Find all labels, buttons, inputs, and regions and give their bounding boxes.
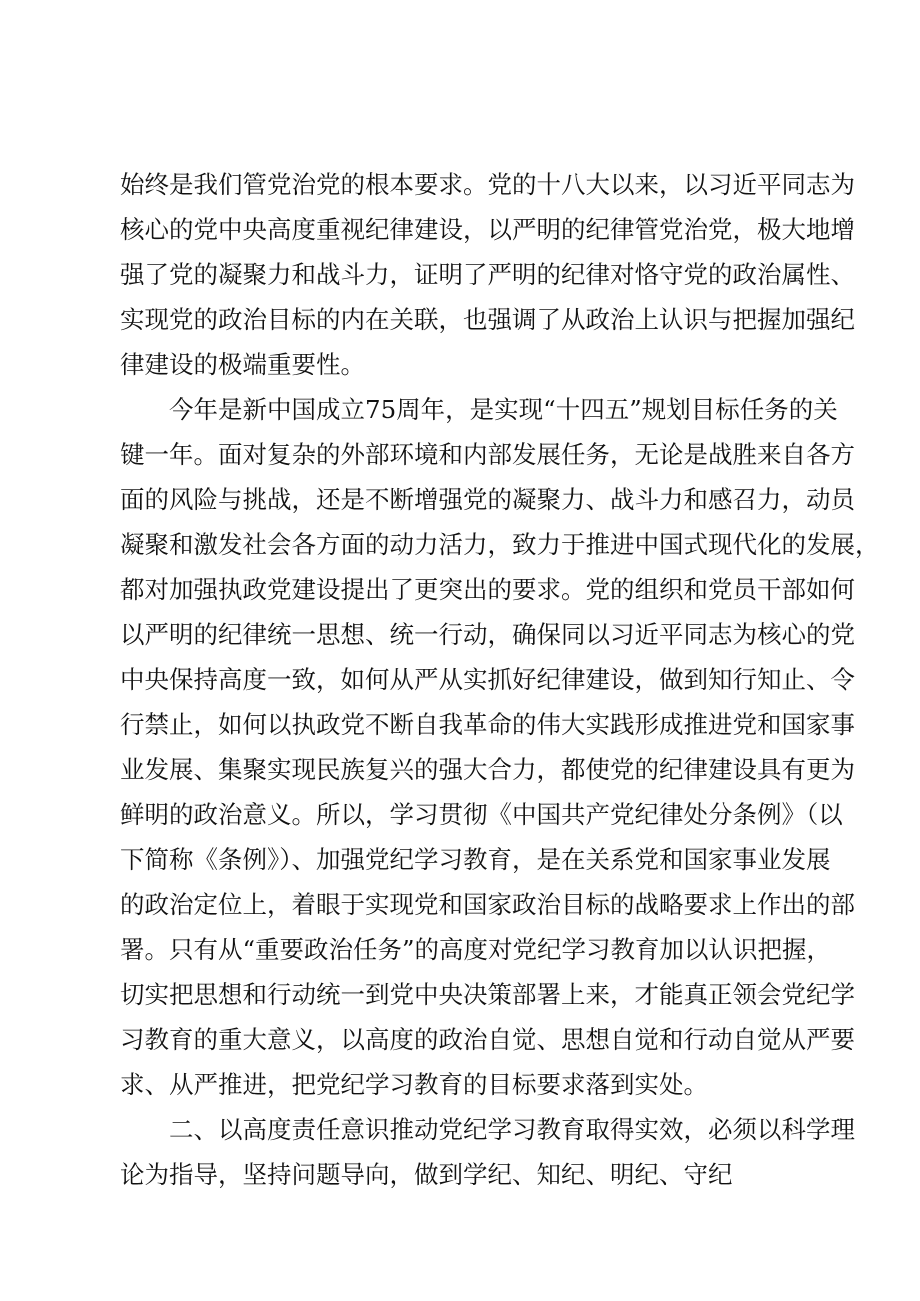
text-line: 下简称《条例》）、加强党纪学习教育，是在关系党和国家事业发展 (120, 845, 831, 874)
text-line: 凝聚和激发社会各方面的动力活力，致力于推进中国式现代化的发展， (120, 530, 880, 559)
text-line: 署。只有从“重要政治任务”的高度对党纪学习教育加以认识把握， (120, 935, 832, 964)
text-line: 今年是新中国成立75周年，是实现“十四五”规划目标任务的关 (120, 395, 838, 424)
paragraph-2 (120, 387, 880, 1107)
text-line: 律建设的极端重要性。 (120, 350, 365, 379)
text-line: 业发展、集聚实现民族复兴的强大合力，都使党的纪律建设具有更为 (120, 755, 855, 784)
text-line: 中央保持高度一致，如何从严从实抓好纪律建设，做到知行知止、令 (120, 665, 855, 694)
text-line: 切实把思想和行动统一到党中央决策部署上来，才能真正领会党纪学 (120, 980, 855, 1009)
text-line: 强了党的凝聚力和战斗力，证明了严明的纪律对恪守党的政治属性、 (120, 260, 855, 289)
text-line: 论为指导，坚持问题导向，做到学纪、知纪、明纪、守纪 (120, 1160, 733, 1189)
text-line: 键一年。面对复杂的外部环境和内部发展任务，无论是战胜来自各方 (120, 440, 855, 469)
text-line: 的政治定位上，着眼于实现党和国家政治目标的战略要求上作出的部 (120, 890, 855, 919)
paragraph-1 (120, 162, 855, 387)
text-line: 核心的党中央高度重视纪律建设，以严明的纪律管党治党，极大地增 (120, 215, 855, 244)
text-line: 实现党的政治目标的内在关联，也强调了从政治上认识与把握加强纪 (120, 305, 855, 334)
text-line: 始终是我们管党治党的根本要求。党的十八大以来，以习近平同志为 (120, 170, 855, 199)
text-line: 都对加强执政党建设提出了更突出的要求。党的组织和党员干部如何 (120, 575, 855, 604)
text-line: 以严明的纪律统一思想、统一行动，确保同以习近平同志为核心的党 (120, 620, 855, 649)
text-line: 鲜明的政治意义。所以，学习贯彻《中国共产党纪律处分条例》（以 (120, 800, 843, 829)
text-line: 面的风险与挑战，还是不断增强党的凝聚力、战斗力和感召力，动员 (120, 485, 855, 514)
text-line: 求、从严推进，把党纪学习教育的目标要求落到实处。 (120, 1070, 708, 1099)
text-line: 习教育的重大意义，以高度的政治自觉、思想自觉和行动自觉从严要 (120, 1025, 855, 1054)
text-line: 二、以高度责任意识推动党纪学习教育取得实效，必须以科学理 (120, 1115, 855, 1144)
paragraph-3 (120, 1107, 855, 1197)
text-line: 行禁止，如何以执政党不断自我革命的伟大实践形成推进党和国家事 (120, 710, 855, 739)
document-body (120, 162, 880, 1197)
